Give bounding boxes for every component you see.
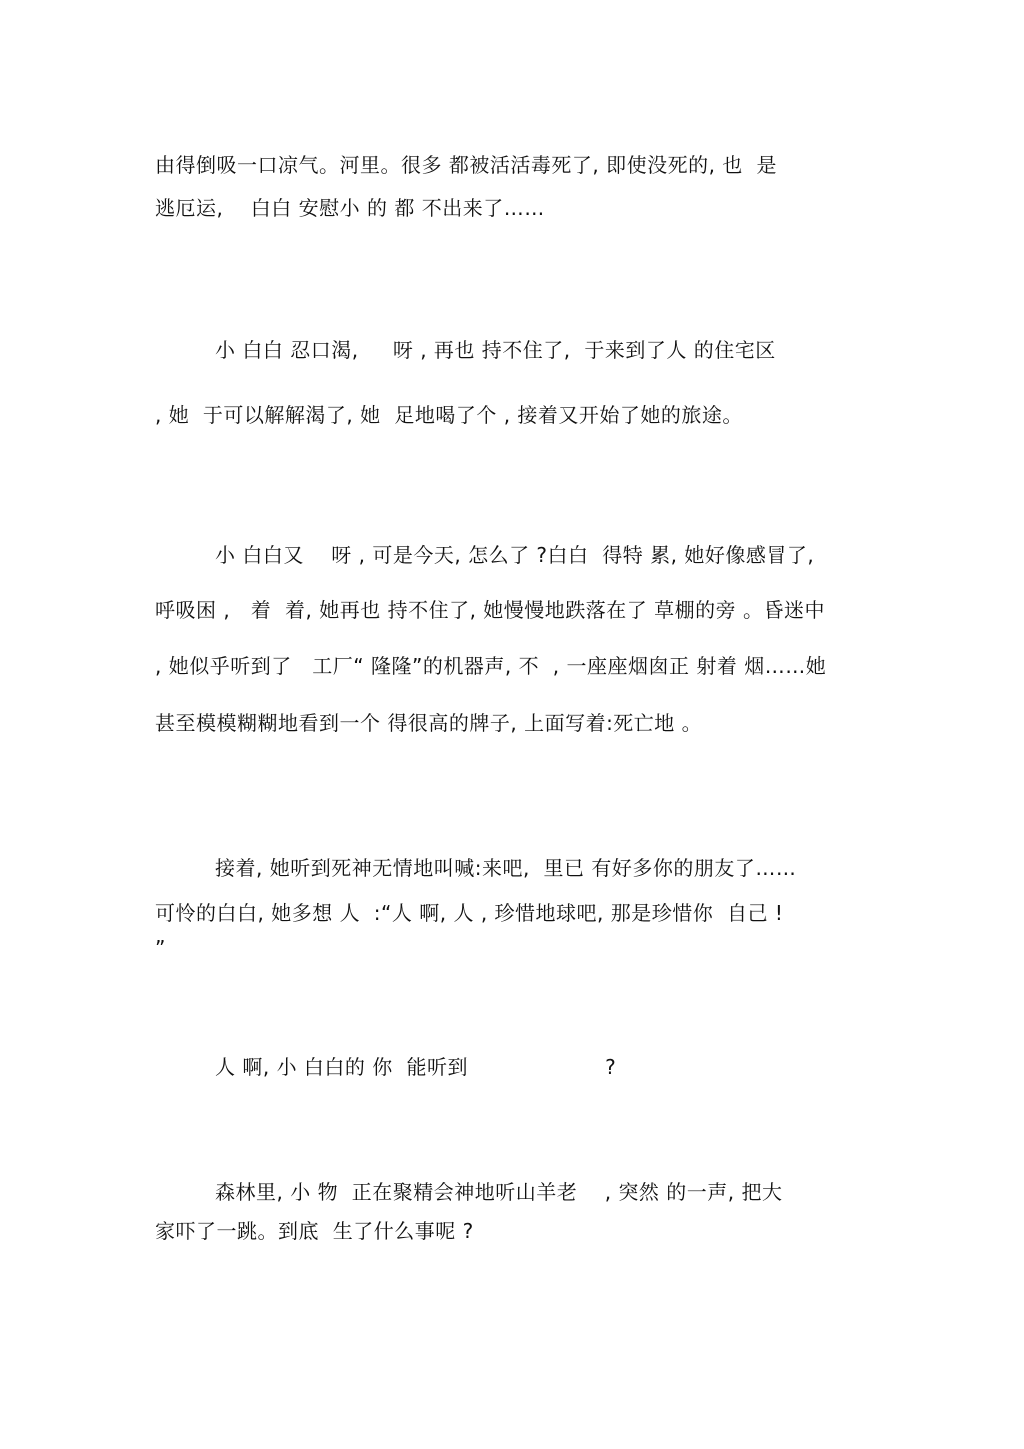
text-line: 森林里, 小 物 正在聚精会神地听山羊老 , 突然 的一声, 把大 <box>215 1180 783 1204</box>
text-line: 呼吸困 , 着 着, 她再也 持不住了, 她慢慢地跌落在了 草棚的旁 。昏迷中 <box>155 598 826 622</box>
text-line: 接着, 她听到死神无情地叫喊:来吧, 里已 有好多你的朋友了…… <box>215 856 797 880</box>
text-line: 可怜的白白, 她多想 人 :“人 啊, 人 , 珍惜地球吧, 那是珍惜你 自己 ! <box>155 901 784 925</box>
text-line: 家吓了一跳。到底 生了什么事呢 ? <box>155 1219 474 1243</box>
text-line: 由得倒吸一口凉气。河里。很多 都被活活毒死了, 即使没死的, 也 是 <box>155 153 778 177</box>
text-line: , 她似乎听到了 工厂“ 隆隆”的机器声, 不 , 一座座烟囱正 射着 烟……她 <box>155 654 827 678</box>
text-line: , 她 于可以解解渴了, 她 足地喝了个 , 接着又开始了她的旅途。 <box>155 403 743 427</box>
text-line: ” <box>155 936 166 960</box>
text-line: 小 白白又 呀 , 可是今天, 怎么了 ?白白 得特 累, 她好像感冒了, <box>215 543 815 567</box>
text-line: 小 白白 忍口渴, 呀 , 再也 持不住了, 于来到了人 的住宅区 <box>215 338 776 362</box>
text-line: 甚至模模糊糊地看到一个 得很高的牌子, 上面写着:死亡地 。 <box>155 711 703 735</box>
text-line: 人 啊, 小 白白的 你 能听到 ? <box>215 1055 617 1079</box>
text-line: 逃厄运, 白白 安慰小 的 都 不出来了…… <box>155 196 545 220</box>
